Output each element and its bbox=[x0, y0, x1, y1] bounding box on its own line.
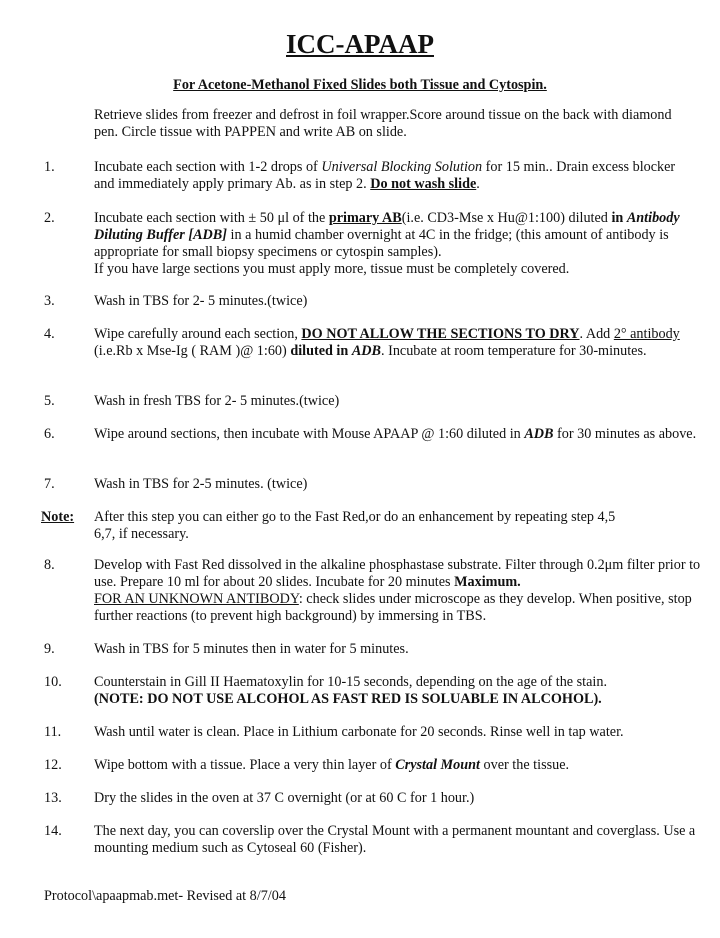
step-text: Wipe bottom with a tissue. Place a very thin layer of Crystal Mount over the tissue. bbox=[94, 757, 570, 773]
step-number: 7. bbox=[44, 476, 55, 492]
step-text: Wipe carefully around each section, DO NOT ALLOW THE SECTIONS TO DRY. Add 2° antibody (i.e.Rb x Mse-Ig ( RAM )@ 1:60) diluted in ADB. Incubate at room temperature for 30-minutes. bbox=[94, 326, 680, 359]
step-number: 13. bbox=[44, 790, 62, 806]
step-text: Wash in TBS for 2-5 minutes. (twice) bbox=[94, 476, 308, 492]
step-text: Dry the slides in the oven at 37 C overnight (or at 60 C for 1 hour.) bbox=[94, 790, 475, 806]
step-text: Wash in TBS for 2- 5 minutes.(twice) bbox=[94, 293, 308, 309]
step-number: 14. bbox=[44, 823, 62, 839]
step-text: Wash in fresh TBS for 2- 5 minutes.(twice) bbox=[94, 393, 340, 409]
step-number: 12. bbox=[44, 757, 62, 773]
step-text: The next day, you can coverslip over the Crystal Mount with a permanent mountant and coverglass. Use a mounting medium such as Cytoseal 60 (Fisher). bbox=[94, 823, 696, 856]
step-text: Wipe around sections, then incubate with Mouse APAAP @ 1:60 diluted in ADB for 30 minutes as above. bbox=[94, 426, 697, 442]
note-label: Note: bbox=[41, 509, 75, 525]
step-text: Incubate each section with ± 50 μl of the primary AB(i.e. CD3-Mse x Hu@1:100) diluted in Antibody Diluting Buffer [ADB] in a humid chamber overnight at 4C in the fridge; (this amount of antibody is appropriate for small biopsy specimens or cytospin samples). If you have large sections you must apply more, tissue must be completely covered. bbox=[94, 210, 680, 277]
step-number: 9. bbox=[44, 641, 55, 657]
footer-revision: Protocol\apaapmab.met- Revised at 8/7/04 bbox=[44, 888, 286, 904]
step-number: 3. bbox=[44, 293, 55, 309]
step-number: 6. bbox=[44, 426, 55, 442]
step-number: 8. bbox=[44, 557, 55, 573]
step-number: 11. bbox=[44, 724, 62, 740]
step-text: Counterstain in Gill II Haematoxylin for 10-15 seconds, depending on the age of the stain. (NOTE: DO NOT USE ALCOHOL AS FAST RED IS SOLUABLE IN ALCOHOL). bbox=[94, 674, 607, 707]
step-text: Incubate each section with 1-2 drops of Universal Blocking Solution for 15 min.. Drain excess blocker and immediately apply primary Ab. as in step 2. Do not wash slide. bbox=[94, 159, 676, 192]
step-number: 4. bbox=[44, 326, 55, 342]
step-number: 5. bbox=[44, 393, 55, 409]
note-text: After this step you can either go to the Fast Red,or do an enhancement by repeating step 4,5 6,7, if necessary. bbox=[94, 509, 616, 542]
intro-paragraph: Retrieve slides from freezer and defrost in foil wrapper.Score around tissue on the back with diamond pen. Circle tissue with PAPPEN and write AB on slide. bbox=[94, 107, 672, 140]
step-number: 1. bbox=[44, 159, 55, 175]
step-text: Wash until water is clean. Place in Lithium carbonate for 20 seconds. Rinse well in tap water. bbox=[94, 724, 624, 740]
step-number: 2. bbox=[44, 210, 55, 226]
step-text: Develop with Fast Red dissolved in the alkaline phosphastase substrate. Filter through 0.2μm filter prior to use. Prepare 10 ml for about 20 slides. Incubate for 20 minutes Maximum. FOR AN UNKNOWN ANTIBODY: check slides under microscope as they develop. When positive, stop further reactions (to prevent high background) by immersing in TBS. bbox=[94, 557, 701, 624]
step-text: Wash in TBS for 5 minutes then in water for 5 minutes. bbox=[94, 641, 409, 657]
document-title: ICC-APAAP bbox=[286, 29, 434, 59]
step-number: 10. bbox=[44, 674, 62, 690]
document-subtitle: For Acetone-Methanol Fixed Slides both Tissue and Cytospin. bbox=[173, 77, 547, 93]
